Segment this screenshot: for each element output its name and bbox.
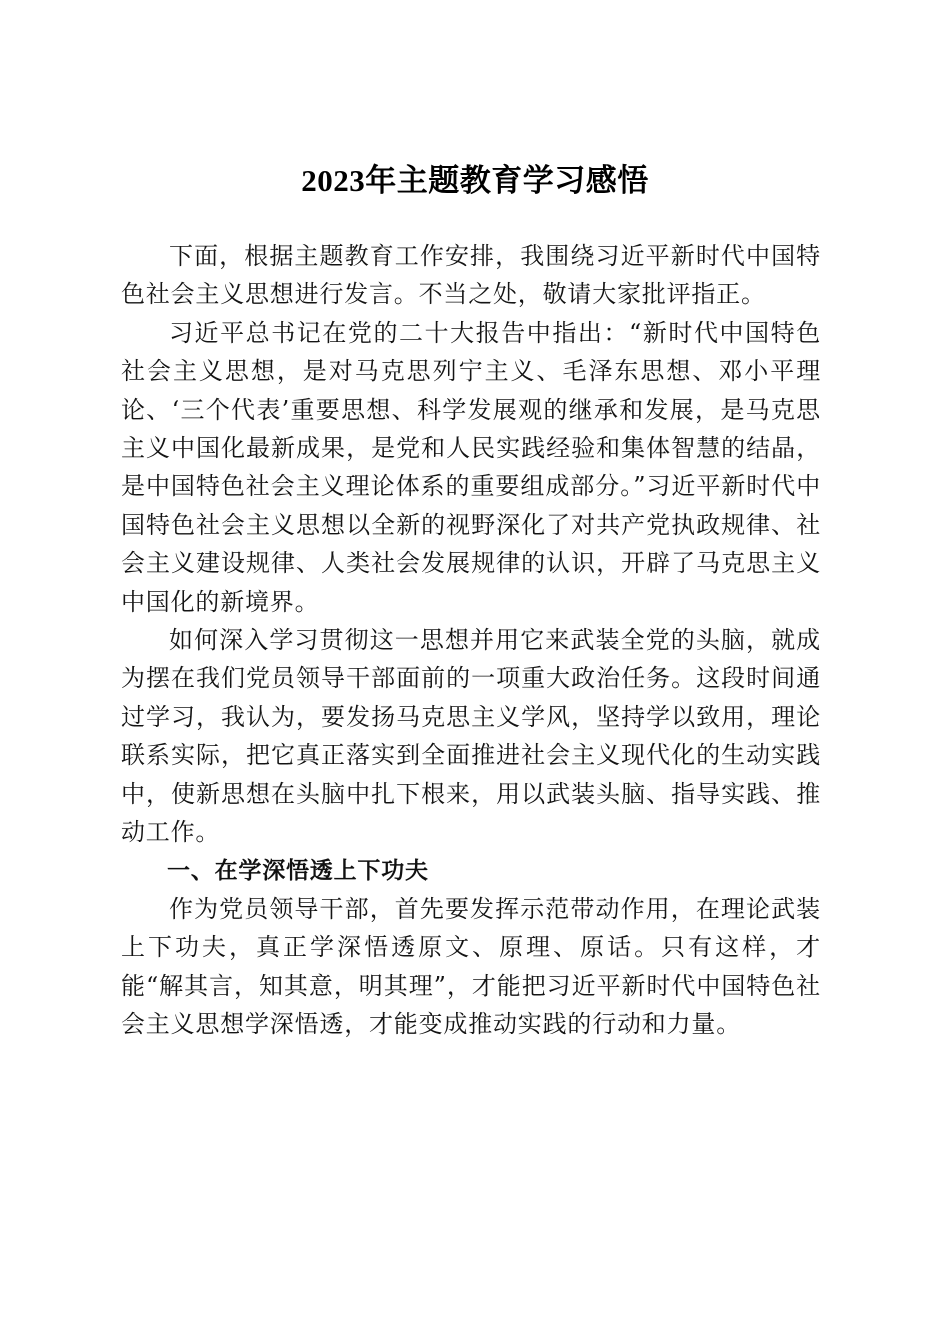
paragraph-quote: 习近平总书记在党的二十大报告中指出：“新时代中国特色社会主义思想，是对马克思列宁主义、毛泽东思想、邓小平理论、‘三个代表’重要思想、科学发展观的继承和发展，是马克思主义中国化最新成果，是党和人民实践经验和集体智慧的结晶，是中国特色社会主义理论体系的重要组成部分。”习近平新时代中国特色社会主义思想以全新的视野深化了对共产党执政规律、社会主义建设规律、人类社会发展规律的认识，开辟了马克思主义中国化的新境界。 [121, 318, 821, 616]
paragraph-task: 如何深入学习贯彻这一思想并用它来武装全党的头脑，就成为摆在我们党员领导干部面前的一项重大政治任务。这段时间通过学习，我认为，要发扬马克思主义学风，坚持学以致用，理论联系实际，把它真正落实到全面推进社会主义现代化的生动实践中，使新思想在头脑中扎下根来，用以武装头脑、指导实践、推动工作。 [121, 626, 821, 847]
paragraph-section-one: 作为党员领导干部，首先要发挥示范带动作用，在理论武装上下功夫，真正学深悟透原文、原理、原话。只有这样，才能“解其言，知其意，明其理”，才能把习近平新时代中国特色社会主义思想学深悟透，才能变成推动实践的行动和力量。 [121, 894, 821, 1039]
section-heading: 一、在学深悟透上下功夫 [167, 857, 429, 884]
document-body [121, 237, 821, 1044]
paragraph-intro: 下面，根据主题教育工作安排，我围绕习近平新时代中国特色社会主义思想进行发言。不当之处，敬请大家批评指正。 [121, 242, 821, 309]
document-title: 2023年主题教育学习感悟 [301, 162, 649, 198]
